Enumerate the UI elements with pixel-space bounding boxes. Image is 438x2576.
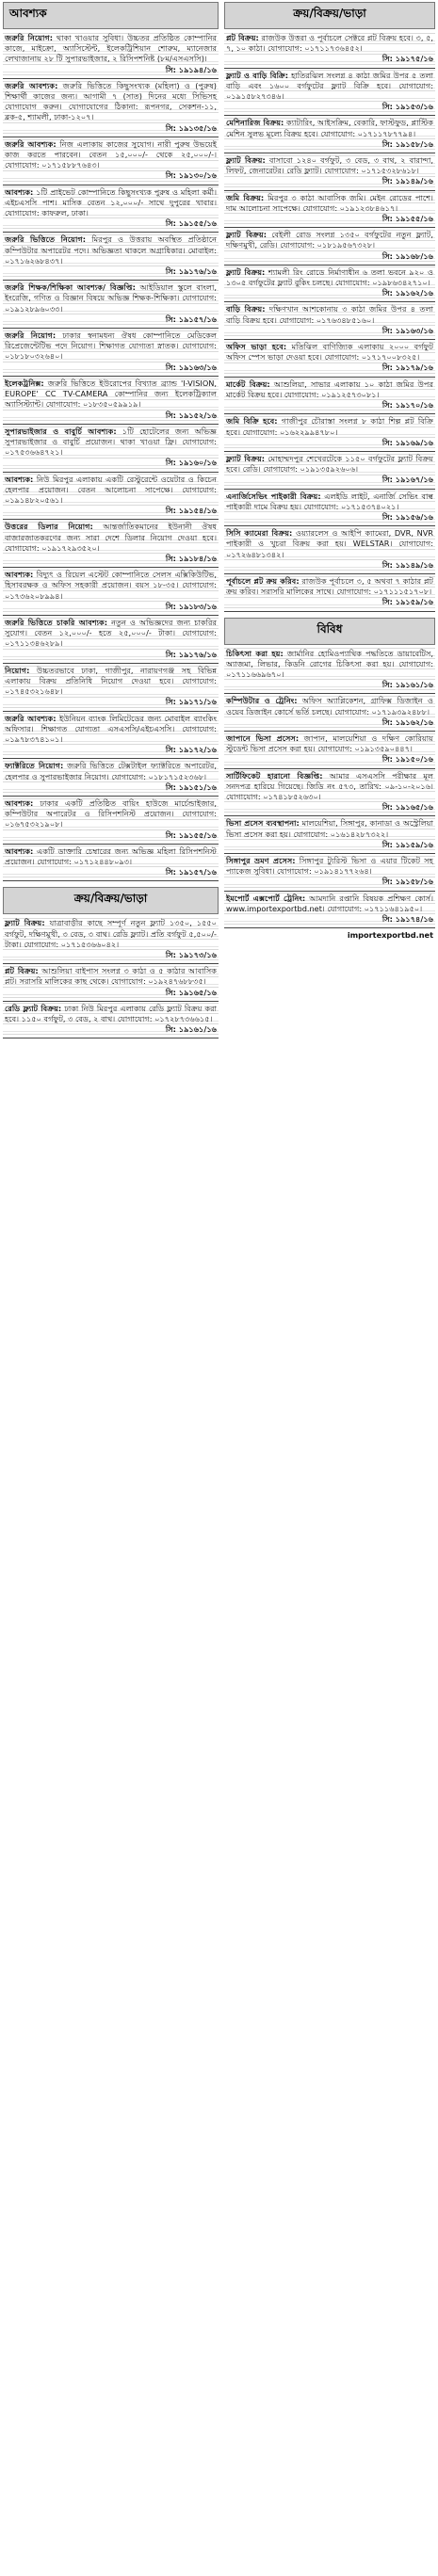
classified-ad	[224, 31, 435, 69]
ad-lead: আবশ্যক:	[5, 798, 34, 808]
classified-ad	[224, 854, 435, 892]
ad-lead: প্লট বিক্রয়:	[5, 966, 39, 976]
classified-ad	[3, 759, 219, 797]
ad-code: সি: ১৯১৫১/১৬	[165, 781, 217, 792]
ad-code: সি: ১৯১৭০/১৬	[381, 400, 433, 411]
ad-text: ঢাকার স্বনামধন্য ঔষধ কোম্পানিতে মেডিকেল রিপ্রেজেন্টেটিভ পদে নিয়োগ। শিক্ষাগত যোগ্যতা স্নাতক। যোগাযোগ: ০১৮১৮০৩২৬৪০।	[5, 330, 217, 362]
ad-text: থাকা খাওয়ার সুবিধা। উচ্চতর প্রতিষ্ঠিত কোম্পানির কাজে, মাইক্রো, অ্যাসিস্টেন্ট, ইলেকট্রিশিয়ান শোরুম, ম্যানেজার লেখাজানায় ২৮ টি সুপারভাইজার, ২ রিসিপশনিষ্ট (৮ম/এসএসসি)।	[5, 33, 217, 64]
left-column	[3, 2, 219, 2574]
ad-lead: আবশ্যক:	[5, 186, 34, 197]
ad-text: ঢাকা নিউ মিরপুর এলাকায় রেডি ফ্ল্যাট বিক্রয় করা হবে। ১১৫০ বর্গফুট, ৩ বেড, ২ বাথ। যোগাযোগ: ০১৭২৮৭৩৬৬১৫।	[5, 1003, 217, 1024]
ad-code: সি: ১৯১৬৭/১৬	[381, 475, 433, 485]
ad-code: সি: ১৯১৫৭/১৬	[165, 314, 217, 324]
ad-code: সি: ১৯১৭৬/১৬	[165, 649, 217, 659]
classified-ad	[224, 452, 435, 490]
ad-code: সি: ১৯১৫৩/১৬	[381, 102, 433, 112]
ad-code: সি: ১৯১৫৬/১৬	[381, 511, 433, 522]
ad-code: সি: ১৯১৬৩/১৬	[381, 325, 433, 335]
classified-ad	[224, 302, 435, 340]
ad-text: উচ্চতরভাবে ঢাকা, গাজীপুর, নারায়ণগঞ্জ সহ বিভিন্ন এলাকায় বিক্রয় প্রতিনিধি নিয়োগ দেওয়া হবে। যোগাযোগ: ০১৭৪৫৩২১৬৪৮।	[5, 665, 217, 697]
ad-lead: মার্কেট বিক্রয়:	[226, 378, 270, 389]
ad-lead: সার্টিফিকেট হারানো বিজ্ঞপ্তি:	[226, 770, 323, 781]
ad-lead: ভিসা প্রসেস ব্যবস্থাপনা:	[226, 818, 300, 829]
ad-code: সি: ১৯১৫০/১৬	[381, 754, 433, 765]
ad-lead: আবশ্যক:	[5, 474, 34, 484]
classified-ad	[224, 490, 435, 527]
ad-code: সি: ১৯১৬৫/১৬	[165, 987, 217, 997]
classified-ad	[224, 116, 435, 153]
ad-text: ১টি হোটেলের জন্য অভিজ্ঞ সুপারভাইজার ও বাবুর্চি প্রয়োজন। থাকা খাওয়া ফ্রি। যোগাযোগ: ০১৭৫৩৬৬৪৭২১।	[5, 426, 218, 458]
ad-code: সি: ১৯১৭৪/১৬	[381, 914, 433, 925]
ad-lead: এনার্জিসেভিং পাইকারী বিক্রয়:	[226, 491, 321, 501]
ad-text: নতুন ও অভিজ্ঞদের জন্য চাকরির সুযোগ। বেতন ১২,০০০/- হতে ২৫,০০০/- টাকা। যোগাযোগ: ০১৭১১৩৪৬২৮৯।	[5, 617, 218, 649]
ad-lead: জাপানে ভিসা প্রসেস:	[226, 733, 300, 743]
ad-lead: সিঙ্গাপুর ভ্রমণ প্রসেস:	[226, 856, 296, 865]
ad-code: সি: ১৯১৫৭/১৬	[165, 867, 217, 877]
ad-lead: ইমপোর্ট এক্সপোর্ট ট্রেনিং:	[226, 893, 306, 903]
ad-code: সি: ১৯১৬৫/১৬	[381, 802, 433, 813]
ad-lead: জমি বিক্রয়:	[226, 192, 265, 202]
right-column	[224, 2, 435, 2574]
classified-ad	[3, 1002, 219, 1039]
classified-ad	[3, 664, 219, 712]
classified-ad	[224, 694, 435, 732]
ad-lead: জমি বিক্রি হবে:	[226, 416, 278, 427]
ad-code: সি: ১৯১৫৫/১৬	[381, 214, 433, 224]
ad-code: সি: ১৯১৬৩/১৬	[165, 362, 217, 372]
ad-code: সি: ১৯১৫৫/১৬	[165, 218, 217, 229]
ad-lead: সিসি ক্যামেরা বিক্রয়:	[226, 528, 293, 539]
ad-lead: জরুরি ভিত্তিতে চাকরি আবশ্যক:	[5, 617, 108, 627]
classified-ad	[224, 266, 435, 303]
classified-ad	[224, 647, 435, 695]
classified-ad	[3, 797, 219, 845]
ad-code: সি: ১৯১৬১/১৬	[381, 680, 433, 690]
ad-lead: ফ্যাক্টরিতে নিয়োগ:	[5, 761, 64, 771]
ad-lead: সুপারভাইজার ও বাবুর্চি আবশ্যক:	[5, 426, 117, 436]
ad-text: আশুলিয়া, সাভার এলাকায় ১০ কাঠা জমির উপর মার্কেট বিক্রয় হবে। যোগাযোগ: ০১৯১২৫৭৩০৮১।	[226, 378, 433, 399]
ad-lead: জরুরি আবশ্যক:	[5, 138, 57, 149]
ad-text: দক্ষিণখান আশকোনায় ৩ কাঠা জমির উপর ৪ তলা বাড়ি বিক্রয় হবে। যোগাযোগ: ০১৭৬৩৪৮৫১৬০।	[226, 304, 433, 325]
classified-ad	[3, 31, 219, 79]
classified-ad	[3, 520, 219, 568]
ad-text: একটি ডাক্তারি চেম্বারের জন্য অভিজ্ঞ মহিলা রিসিপশনিস্ট প্রয়োজন। যোগাযোগ: ০১৭১২৪৪৮০৯৩।	[5, 845, 217, 867]
ad-code: সি: ১৯১৭২/১৬	[165, 745, 217, 755]
ad-code: সি: ১৯১৭৩/১৬	[165, 950, 217, 960]
ad-text: আন্তর্জাতিকমানের ইউনানী ঔষধ বাজারজাতকরণের জন্য সারা দেশে ডিলার নিয়োগ দেওয়া হবে। যোগাযোগ: ০১৯১৭২৯৩৫২০।	[5, 522, 218, 553]
classified-ad	[224, 526, 435, 574]
ad-text: মিরপুর ৩ কাঠা আবাসিক জমি। মেইন রোডের পাশে। দাম আলোচনা সাপেক্ষে। যোগাযোগ: ০১৯১২৩৮৪৬১৭।	[226, 192, 433, 213]
classified-ad	[224, 769, 435, 817]
ad-lead: বাড়ি বিক্রয়:	[226, 304, 266, 314]
ad-text: জার্মানির হোমিওপ্যাথিক পদ্ধতিতে ডায়াবেটিস, অ্যাজমা, লিভার, কিডনি রোগের চিকিৎসা করা হয়। যোগাযোগ: ০১৭১১৬৬৯৬৭০।	[226, 648, 433, 679]
ad-text: অফিস অ্যাপ্লিকেশন, গ্রাফিক্স ডিজাইন ও ওয়েব ডিজাইন কোর্সে ভর্তি চলছে। যোগাযোগ: ০১৭১৯৩৯২৪৮৮।	[226, 696, 433, 716]
ad-code: সি: ১৯১৮৪/১৬	[165, 553, 217, 563]
classified-ad	[3, 616, 219, 664]
ad-lead: জরুরি শিক্ষক/শিক্ষিকা আবশ্যক/ বিজ্ঞপ্তি:	[5, 282, 136, 293]
ad-text: নিজ এলাকায় কাজের সুযোগ। নারী পুরুষ উভয়েই কাজ করতে পারবেন। বেতন ১৫,০০০/- থেকে ২৫,০০০/-। যোগাযোগ: ০১৭১৫৮৮৭৬৪৩।	[5, 138, 218, 170]
ad-code: সি: ১৯১৫৮/১৬	[381, 877, 433, 887]
classified-ad	[3, 473, 219, 521]
classified-ad	[3, 137, 219, 185]
ad-code: সি: ১৯১৫৪/১৬	[165, 506, 217, 516]
ad-lead: জরুরি আবশ্যক:	[5, 80, 58, 90]
ad-lead: পূর্বাচলে প্লট ক্রয় করিব:	[226, 575, 300, 586]
ad-lead: মেশিনারিজ বিক্রয়:	[226, 118, 284, 128]
classified-ad	[3, 185, 219, 233]
ad-code: সি: ১৯১৬২/১৬	[381, 716, 433, 727]
ad-text: বিদ্যুৎ ও রিয়েল এস্টেট কোম্পানিতে সেলস এক্সিকিউটিভ, হিসাবরক্ষক ও অফিস সহকারী প্রয়োজন। বয়স ১৮-৩৫। যোগাযোগ: ০১৭৩৬২০৮৯৯৪।	[5, 570, 217, 601]
ad-code: সি: ১৯১৩০/১৬	[165, 170, 217, 181]
classified-ad	[224, 414, 435, 452]
ad-text: সিঙ্গাপুর ট্যুরিস্ট ভিসা ও এয়ার টিকেট সহ প্যাকেজ সুবিধা। যোগাযোগ: ০১৯১৪১৭৭২৬৪।	[226, 856, 433, 877]
ad-text: মোহাম্মদপুর শেখেরটেকে ১১৫০ বর্গফুটের ফ্ল্যাট বিক্রয় হবে। রেডি। যোগাযোগ: ০১৯১৩৫৯২৬০৬।	[226, 453, 433, 475]
section-header-buy-sell-rent: ক্রয়/বিক্রয়/ভাড়া	[3, 887, 219, 914]
ad-code: সি: ১৯১৬০/১৬	[165, 458, 217, 468]
ad-code: সি: ১৯১৯৪/১৬	[165, 64, 217, 74]
ad-text: নিউ মিরপুর এলাকায় একটি রেস্টুরেন্টে ওয়েটার ও কিচেন হেলপার প্রয়োজন। বেতন আলোচনা সাপেক্ষে। যোগাযোগ: ০১৯১৪৮২০৫৬১।	[5, 474, 217, 505]
ad-code: সি: ১৯১৫৯/১৬	[381, 839, 433, 849]
ad-text: বেইলী রোড সংলগ্ন ১৩৫০ বর্গফুটের নতুন ফ্ল্যাট, দক্ষিণমুখী, রেডি। যোগাযোগ: ০১৮১৯৫৬৭৩২৮।	[226, 230, 433, 250]
ad-lead: ফ্ল্যাট বিক্রয়:	[226, 453, 266, 463]
ad-lead: জরুরি আবশ্যক:	[5, 713, 57, 723]
ad-lead: উত্তরের ডিলার নিয়োগ:	[5, 522, 93, 532]
ad-code: সি: ১৯১৬৯/১৬	[381, 437, 433, 447]
classified-ad	[3, 281, 219, 329]
ad-code: সি: ১৯১৬১/১৬	[165, 1024, 217, 1035]
classified-ad	[224, 732, 435, 769]
section-header-wanted: আবশ্যক	[3, 2, 219, 29]
ad-code: সি: ১৯১৫২/১৬	[165, 410, 217, 420]
ad-code: সি: ১৯১৪৯/১৬	[381, 176, 433, 186]
classified-ad	[224, 153, 435, 191]
ad-text: আশুলিয়া বাইপাস সংলগ্ন ৩ কাঠা ও ৫ কাঠার আবাসিক প্লট। সরাসরি মালিকের কাছ থেকে। যোগাযোগ: ০১৯২৪৭৬৮৮৩৫।	[5, 966, 217, 987]
ad-lead: আবশ্যক:	[5, 570, 34, 580]
ad-text: ঢাকার একটি প্রতিষ্ঠিত বায়িং হাউজে মার্চেন্ডাইজার, কম্পিউটার অপারেটর ও রিসিপশনিস্ট প্রয়োজন। যোগাযোগ: ০১৬৭৫৩২১৯০৮।	[5, 798, 217, 829]
footer-watermark	[224, 928, 435, 943]
ad-text: বাসাবো ১২৪০ বর্গফুট, ৩ বেড, ৩ বাথ, ২ বারান্দা, লিফট, জেনারেটর। রেডি ফ্ল্যাট। যোগাযোগ: ০১৭১৫৩২৮৬১৮।	[226, 155, 433, 176]
ad-text: আইডিয়াল স্কুলে বাংলা, ইংরেজি, গণিত ও বিজ্ঞান বিষয়ে অভিজ্ঞ শিক্ষক-শিক্ষিকা। যোগাযোগ: ০১৯১২৮৯৬০৩৩।	[5, 282, 217, 314]
ad-text: ওয়্যারলেস ও আইপি ক্যামেরা, DVR, NVR পাইকারী ও খুচরা বিক্রয় করা হয়। WELSTAR। যোগাযোগ: ০১৭২৬৪৮১৩৪২।	[226, 528, 433, 559]
ad-text: জরুরি ভিত্তিতে টেক্সটাইল ফ্যাক্টরিতে অপারেটর, হেলপার ও সুপারভাইজার নিয়োগ। যোগাযোগ: ০১৮১৭১৫২৩৬৮।	[5, 761, 217, 781]
ad-text: আমার এসএসসি পরীক্ষার মূল সনদপত্র হারিয়ে গিয়েছে। জিডি নং ৫৭৩, তারিখ: ০৯-১০-২০১৬। যোগাযোগ: ০১৭৪১৮৫২৬৩০।	[226, 770, 434, 801]
ad-text: ১টি প্রাইভেট কোম্পানিতে কিছুসংখ্যক পুরুষ ও মহিলা কর্মী। এইচএসসি পাশ। মাসিক বেতন ১২,০০০/- সাথে দুপুরের খাবার। যোগাযোগ: কাফরুল, ঢাকা।	[5, 186, 217, 218]
classified-ad	[3, 79, 219, 137]
ad-lead: ফ্ল্যাট ও বাড়ি বিক্রি:	[226, 70, 289, 80]
ad-text: হাতিরঝিল সংলগ্ন ৪ কাঠা জমির উপর ৫ তলা বাড়ি এবং ১৬০০ বর্গফুটের ফ্ল্যাট বিক্রি হবে। যোগাযোগ: ০১৯১৫৮২৭৩৪৬।	[226, 70, 433, 102]
classified-ad	[3, 568, 219, 616]
classified-ad	[3, 964, 219, 1002]
ad-lead: চিকিৎসা করা হয়:	[226, 648, 284, 658]
ad-text: জাপান, মালয়েশিয়া ও দক্ষিণ কোরিয়ায় স্টুডেন্ট ভিসা প্রসেস করা হয়। যোগাযোগ: ০১৯১৩৫৯০৪৪৭।	[226, 733, 433, 754]
classified-ad	[3, 845, 219, 882]
classified-ad	[224, 378, 435, 415]
classified-ad	[224, 816, 435, 854]
ad-code: সি: ১৯১৭১/১৬	[165, 697, 217, 707]
ad-lead: জরুরি ভিত্তিতে নিয়োগ:	[5, 234, 86, 245]
ad-text: রাজউক পূর্বাচলে ৩, ৫ অথবা ৭ কাঠার প্লট ক্রয় করিব। সরাসরি মালিকের সাথে। যোগাযোগ: ০১৭১১১৫১৭০৮।	[226, 575, 433, 597]
ad-lead: ফ্ল্যাট বিক্রয়:	[5, 918, 45, 928]
classified-ad	[3, 377, 219, 425]
ad-lead: জরুরি নিয়োগ:	[5, 330, 57, 341]
ad-text: এলইডি লাইট, এনার্জি সেভিং বাল্ব পাইকারী দামে বিক্রয় হয়। যোগাযোগ: ০১৭১৫৩৭৪০২১।	[226, 491, 433, 511]
ad-text: মালয়েশিয়া, সিঙ্গাপুর, কানাডা ও অস্ট্রেলিয়া ভিসা প্রসেস করা হয়। যোগাযোগ: ০১৬১৪২৮৭৩২২।	[226, 818, 433, 839]
classified-ad	[224, 340, 435, 378]
ad-lead: ফ্ল্যাট বিক্রয়:	[226, 266, 266, 277]
classified-ad	[3, 329, 219, 377]
ad-lead: প্লট বিক্রয়:	[226, 33, 259, 42]
section-header-miscellaneous: বিবিধ	[224, 618, 435, 645]
ad-text: গাজীপুর চৌরাস্তা সংলগ্ন ৮ কাঠা শিল্প প্লট বিক্রি হবে। যোগাযোগ: ০১৬২২৯৯৪৭৮০।	[226, 416, 433, 437]
ad-code: সি: ১৯১৬৮/১৬	[381, 250, 433, 261]
ad-lead: ইলেকট্রনিক্স:	[5, 378, 44, 388]
footer-url: importexportbd.net	[347, 930, 433, 941]
ad-code: সি: ১৯১৮৩/১৬	[165, 601, 217, 611]
classified-ad	[3, 916, 219, 964]
classified-ad	[3, 712, 219, 760]
classified-ad	[224, 892, 435, 929]
ad-text: ইউনিয়ন ব্যাংক লিমিটেডের জন্য মোবাইল ব্যাংকিং অফিসার। শিক্ষাগত যোগ্যতা এসএসসি/এইচএসসি। যোগাযোগ: ০১৯৭৮৩৭৪১০১।	[5, 713, 217, 744]
ad-text: শ্যামলী রিং রোডে নির্মাণাধীন ৬ তলা ভবনে ৯২০ ও ১৩০৫ বর্গফুটের ফ্ল্যাট বুকিং চলছে। যোগাযোগ: ০১৯৮৬৩৪২৭১০।	[226, 266, 433, 288]
classified-ad	[224, 574, 435, 612]
ad-text: আমদানি রপ্তানি বিষয়ক প্রশিক্ষণ কোর্স। www.importexportbd.net। যোগাযোগ: ০১৭১১৬৪১৯৫০।	[226, 893, 434, 913]
ad-lead: কম্পিউটার ও ট্রেনিং:	[226, 696, 298, 706]
ad-text: জরুরি ভিত্তিতে কিছুসংখ্যক (মহিলা) ও (পুরুষ) শিক্ষার্থী কাজের জন্য। আগামী ৭ (সাত) দিনের মধ্যে সিভিসহ যোগাযোগ করুন। যোগাযোগের ঠিকানা: রূপনগর, সেকশন-১১, ব্লক-৫, শ্যামলী, ঢাকা-১২০৭।	[5, 80, 217, 122]
ad-lead: আবশ্যক:	[5, 845, 34, 856]
ad-text: রাজউক উত্তরা ও পূর্বাচলে সেক্টরে প্লট বিক্রয় হবে। ৩, ৫, ৭, ১০ কাঠা। যোগাযোগ: ০১৭১১৭৩৬৪৫২।	[226, 33, 434, 54]
ad-lead: ফ্ল্যাট বিক্রয়:	[226, 155, 266, 166]
classified-ad	[224, 69, 435, 117]
ad-text: ক্যাটারিং, আইসক্রিম, বেকারি, ফাস্টফুড, প্লাস্টিক মেশিন সুলভ মূল্যে বিক্রয় হবে। যোগাযোগ: ০১৭১১৭৮৭৭৯৪।	[226, 118, 433, 138]
ad-code: সি: ১৯১৫৯/১৬	[381, 597, 433, 607]
ad-code: সি: ১৯১৭৯/১৬	[381, 362, 433, 373]
ad-code: সি: ১৯১৪৯/১৬	[381, 559, 433, 570]
ad-code: সি: ১৯১৩৫/১৬	[165, 122, 217, 133]
ad-code: সি: ১৯১৭৫/১৬	[381, 54, 433, 64]
ad-text: জরুরি ভিত্তিতে ইউরোপের বিখ্যাত ব্র্যান্ড 'I-VISION, EUROPE' CC TV-CAMERA কোম্পানির জন্য ইলেকট্রিক্যাল অ্যাসিস্ট্যান্ট। যোগাযোগ: ০১৮৩৫০৫৯৯১৯।	[5, 378, 217, 410]
ad-code: সি: ১৯১৬২/১৬	[381, 288, 433, 298]
ad-lead: ফ্ল্যাট বিক্রয়:	[226, 230, 267, 240]
ad-code: সি: ১৯১৫৮/১৬	[381, 138, 433, 149]
classified-ad	[3, 425, 219, 473]
ad-lead: অফিস ভাড়া হবে:	[226, 342, 287, 352]
ad-text: যাত্রাবাড়ীর কাছে সম্পূর্ণ নতুন ফ্ল্যাট ১৩৫০, ১৫৫০ বর্গফুট, দক্ষিণমুখী, ৩ বেড, ৩ বাথ। রেডি ফ্ল্যাট। প্রতি বর্গফুট ৫,৫০০/- টাকা। যোগাযোগ: ০১৭১৫৩৬৬০৪২।	[5, 918, 217, 949]
ad-code: সি: ১৯১৭৬/১৬	[165, 266, 217, 277]
classified-ad	[224, 228, 435, 266]
ad-code: সি: ১৯১৫৫/১৬	[165, 829, 217, 840]
ad-text: মতিঝিল বাণিজ্যিক এলাকায় ২০০০ বর্গফুট অফিস স্পেস ভাড়া দেওয়া হবে। যোগাযোগ: ০১৭১৭০০৮৩২৫।	[226, 342, 433, 362]
classified-ad	[3, 233, 219, 281]
section-header-buy-sell-rent: ক্রয়/বিক্রয়/ভাড়া	[224, 2, 435, 29]
classified-ad	[224, 191, 435, 229]
ad-lead: রেডি ফ্ল্যাট বিক্রয়:	[5, 1003, 62, 1013]
ad-lead: নিয়োগ:	[5, 665, 30, 675]
ad-lead: জরুরি নিয়োগ:	[5, 33, 53, 42]
ad-text: মিরপুর ও উত্তরায় অবস্থিত প্রতিষ্ঠানে কম্পিউটার অপারেটর পদে। অভিজ্ঞতা থাকলে অগ্রাধিকার। মোবাইল: ০১৭১৬২৬৮৪৩৭।	[5, 234, 217, 266]
